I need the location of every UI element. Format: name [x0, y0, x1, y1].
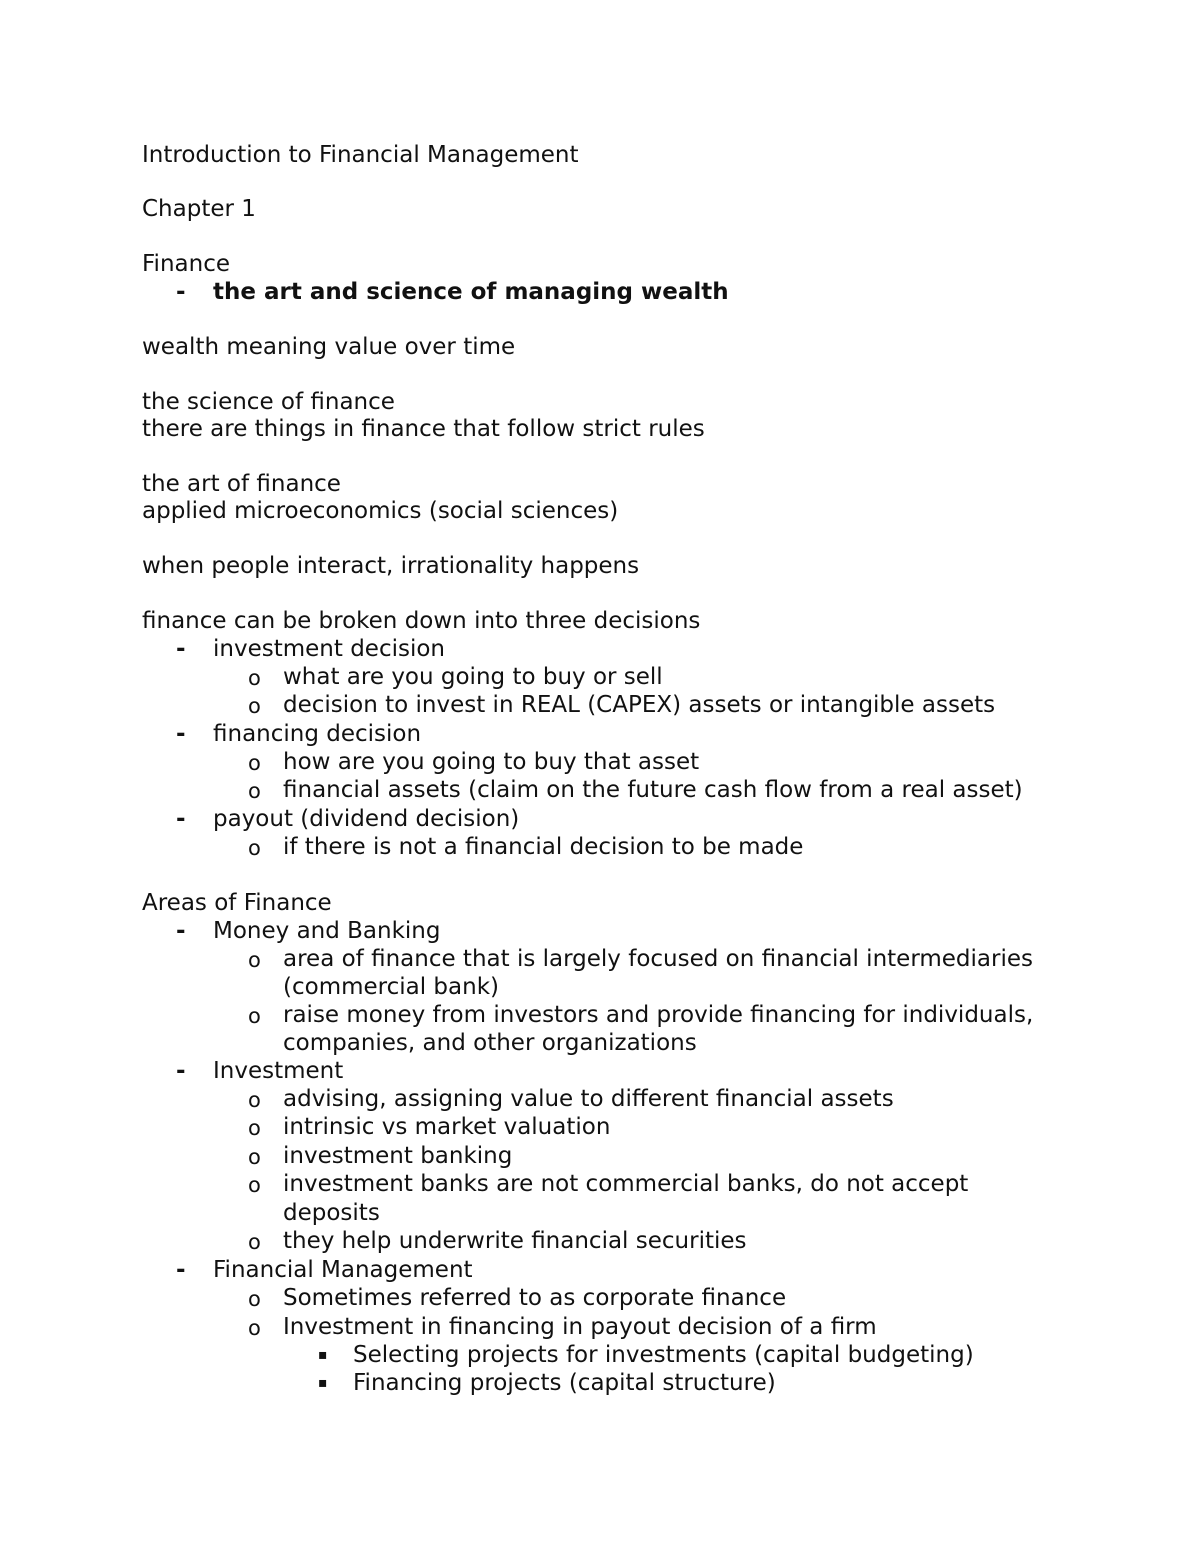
money-banking-item: raise money from investors and provide financing for individuals,: [283, 1002, 1034, 1028]
investment-decision-item: decision to invest in REAL (CAPEX) assets or intangible assets: [283, 692, 996, 718]
circle-bullet: o: [248, 694, 261, 718]
finance-definition: the art and science of managing wealth: [213, 279, 729, 305]
circle-bullet: o: [248, 1004, 261, 1028]
document-title: Introduction to Financial Management: [142, 142, 579, 168]
dash-bullet: -: [176, 721, 186, 747]
dash-bullet: -: [176, 918, 186, 944]
payout-decision-item: if there is not a financial decision to be made: [283, 834, 804, 860]
circle-bullet: o: [248, 1173, 261, 1197]
finance-heading: Finance: [142, 251, 230, 277]
circle-bullet: o: [248, 751, 261, 775]
circle-bullet: o: [248, 836, 261, 860]
square-bullet: ▪: [318, 1347, 328, 1363]
money-banking-item: area of finance that is largely focused on financial intermediaries: [283, 946, 1033, 972]
circle-bullet: o: [248, 779, 261, 803]
circle-bullet: o: [248, 1116, 261, 1140]
investment-area-item: they help underwrite financial securities: [283, 1228, 747, 1254]
circle-bullet: o: [248, 666, 261, 690]
financing-decision-item: how are you going to buy that asset: [283, 749, 700, 775]
dash-bullet: -: [176, 1058, 186, 1084]
dash-bullet: -: [176, 806, 186, 832]
investment-area-item: intrinsic vs market valuation: [283, 1114, 611, 1140]
dash-bullet: -: [176, 279, 186, 305]
circle-bullet: o: [248, 948, 261, 972]
wealth-meaning: wealth meaning value over time: [142, 334, 516, 360]
financing-decision-item: financial assets (claim on the future cash flow from a real asset): [283, 777, 1023, 803]
money-banking-item-cont: (commercial bank): [283, 974, 499, 1000]
areas-heading: Areas of Finance: [142, 890, 332, 916]
science-text: there are things in finance that follow strict rules: [142, 416, 705, 442]
financial-management-item: Sometimes referred to as corporate finance: [283, 1285, 787, 1311]
financial-management-item: Investment in financing in payout decision of a firm: [283, 1314, 877, 1340]
decisions-intro: finance can be broken down into three decisions: [142, 608, 701, 634]
investment-area: Investment: [213, 1058, 344, 1084]
financial-management-subitem: Financing projects (capital structure): [353, 1370, 776, 1396]
dash-bullet: -: [176, 636, 186, 662]
dash-bullet: -: [176, 1257, 186, 1283]
investment-area-item: investment banks are not commercial banks, do not accept: [283, 1171, 969, 1197]
payout-decision: payout (dividend decision): [213, 806, 520, 832]
money-banking: Money and Banking: [213, 918, 441, 944]
investment-area-item: investment banking: [283, 1143, 513, 1169]
financing-decision: financing decision: [213, 721, 422, 747]
circle-bullet: o: [248, 1088, 261, 1112]
money-banking-item-cont: companies, and other organizations: [283, 1030, 697, 1056]
circle-bullet: o: [248, 1230, 261, 1254]
investment-area-item: advising, assigning value to different financial assets: [283, 1086, 894, 1112]
square-bullet: ▪: [318, 1375, 328, 1391]
circle-bullet: o: [248, 1287, 261, 1311]
chapter-label: Chapter 1: [142, 196, 256, 222]
investment-decision: investment decision: [213, 636, 445, 662]
irrationality-text: when people interact, irrationality happens: [142, 553, 640, 579]
financial-management-subitem: Selecting projects for investments (capital budgeting): [353, 1342, 974, 1368]
science-heading: the science of finance: [142, 389, 395, 415]
investment-area-item-cont: deposits: [283, 1200, 380, 1226]
art-heading: the art of finance: [142, 471, 341, 497]
art-text: applied microeconomics (social sciences): [142, 498, 619, 524]
circle-bullet: o: [248, 1316, 261, 1340]
circle-bullet: o: [248, 1145, 261, 1169]
financial-management-area: Financial Management: [213, 1257, 473, 1283]
investment-decision-item: what are you going to buy or sell: [283, 664, 663, 690]
